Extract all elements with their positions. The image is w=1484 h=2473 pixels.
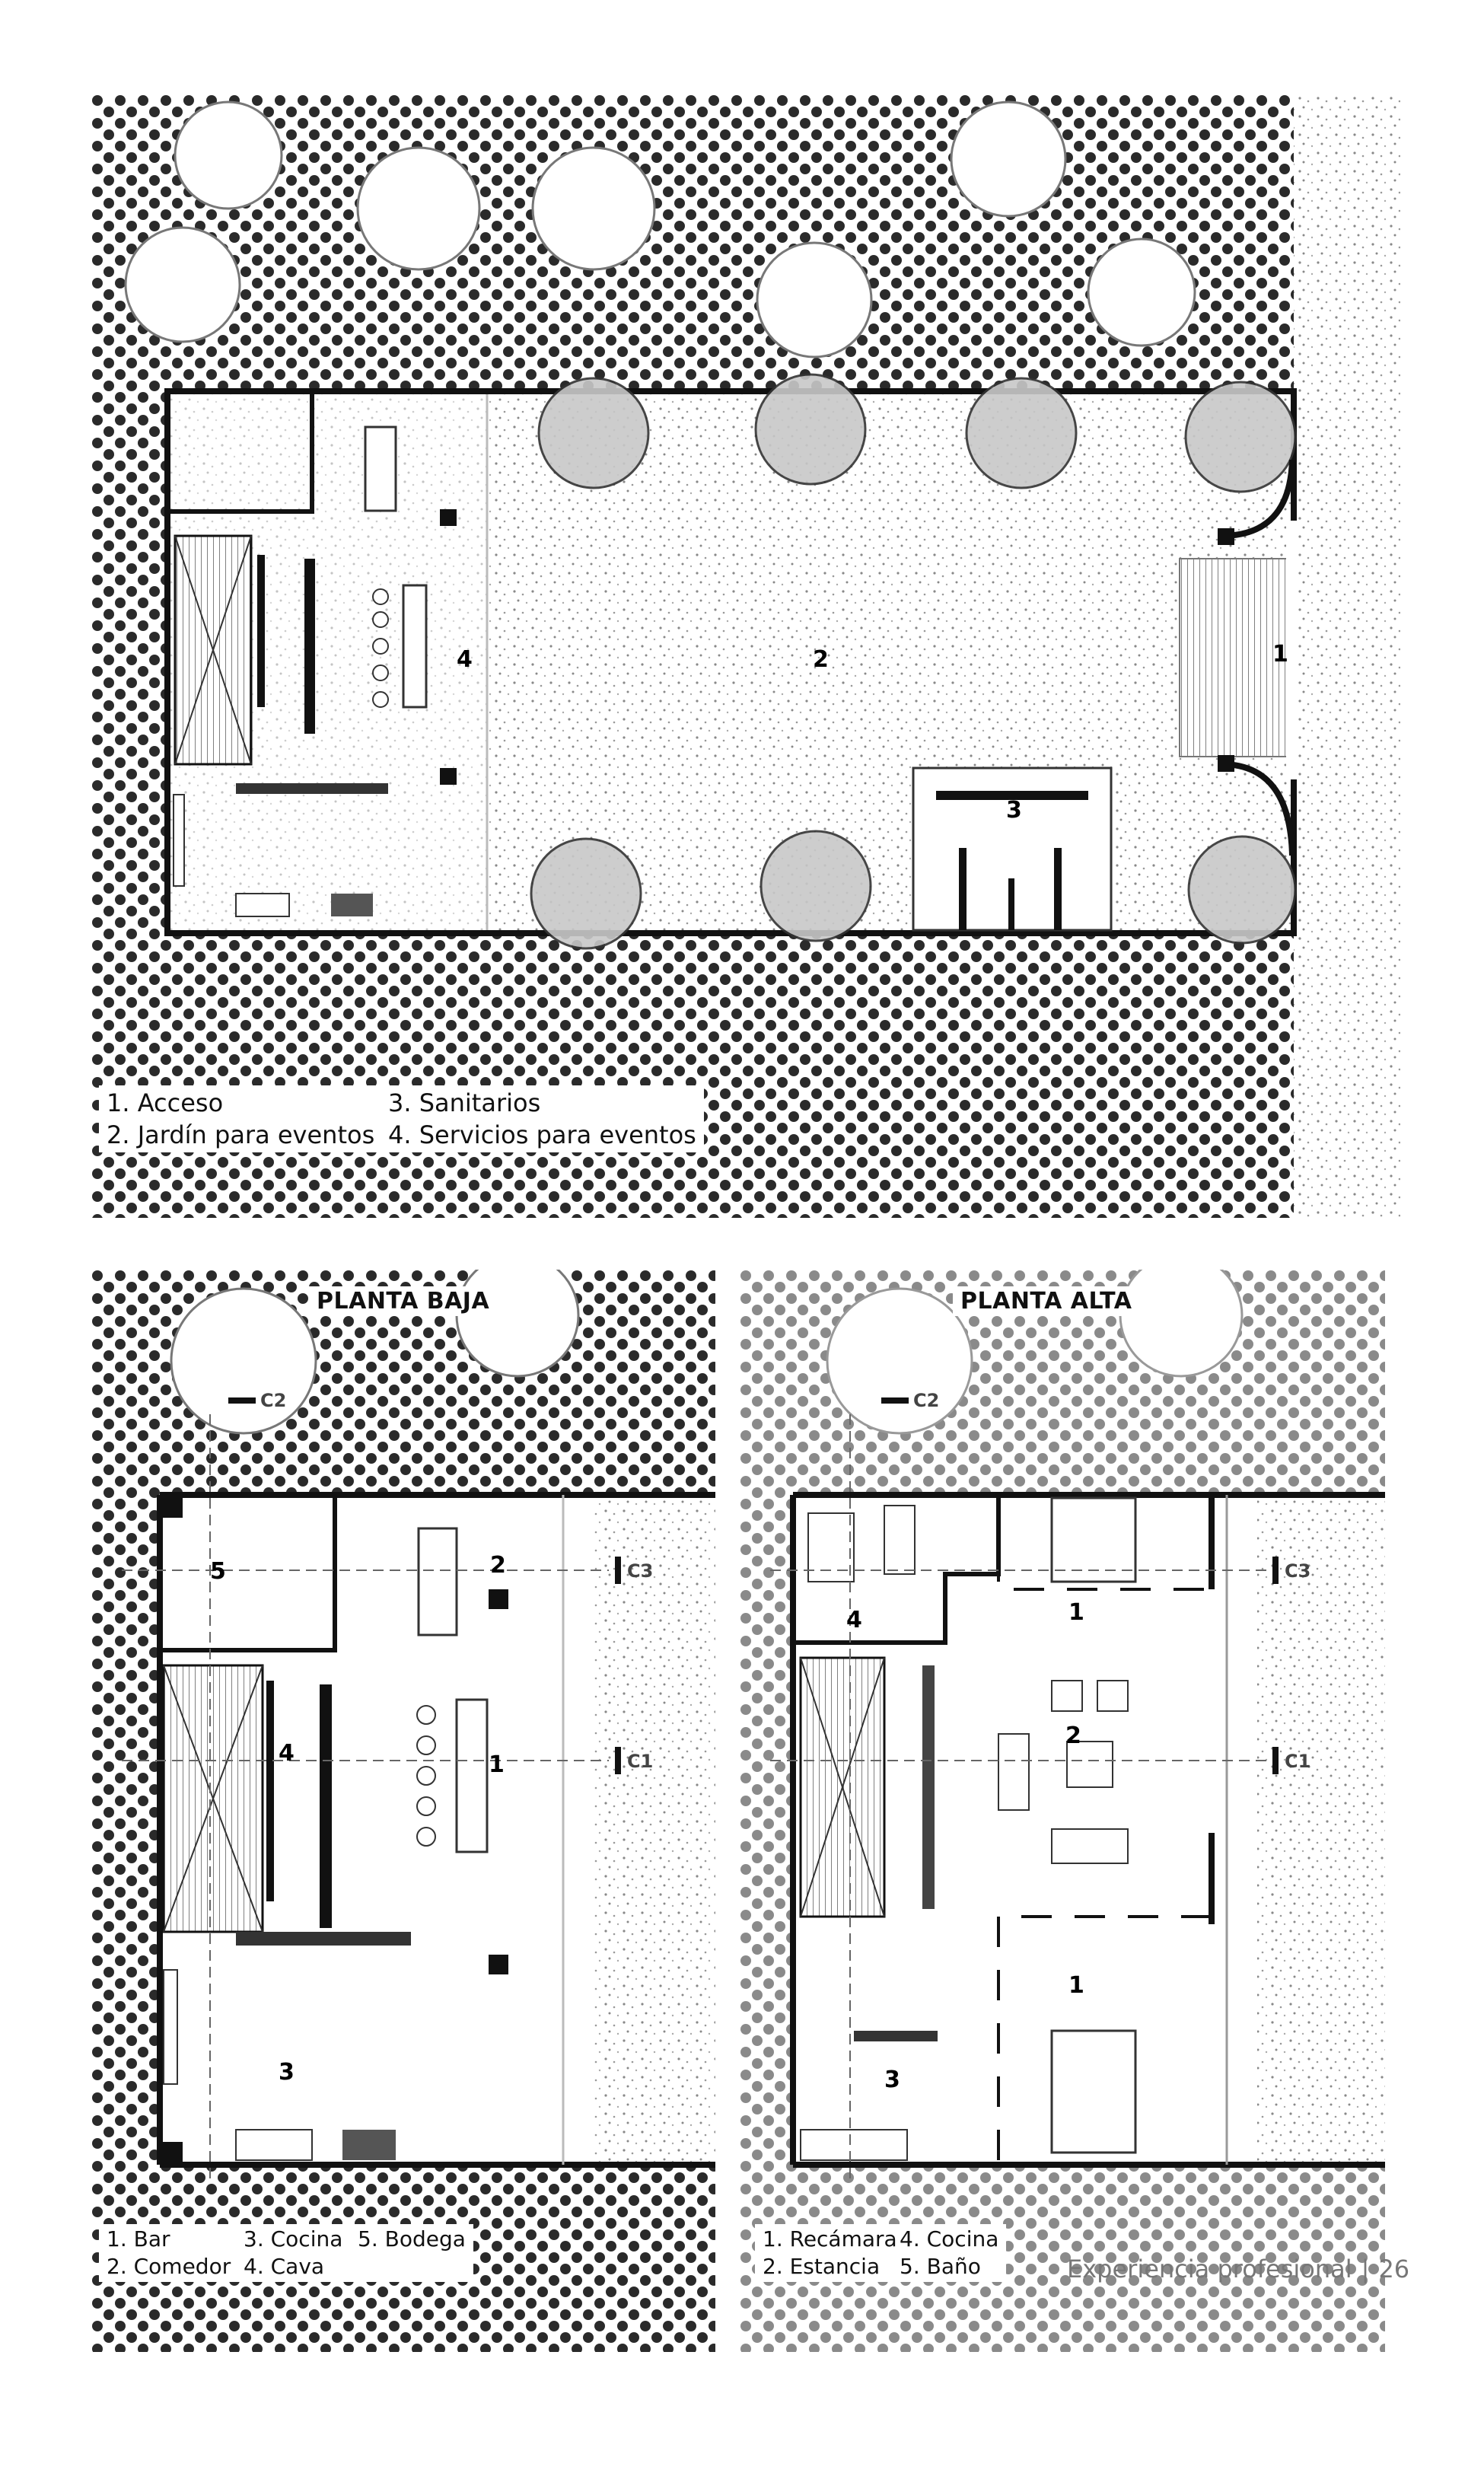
room-label-bano: 4 xyxy=(846,1607,862,1633)
legend-item: 5. Bodega xyxy=(358,2226,466,2252)
legend-item: 3. Cocina xyxy=(244,2226,343,2252)
legend-item: 1. Acceso xyxy=(107,1088,224,1117)
legend-item: 1. Recámara xyxy=(763,2226,897,2252)
room-label-bodega: 5 xyxy=(210,1558,226,1585)
legend-item: 4. Cava xyxy=(244,2254,325,2279)
planta-baja-drawing xyxy=(91,1270,715,2352)
street-strip xyxy=(1294,94,1400,1218)
legend-item: 5. Baño xyxy=(900,2254,981,2279)
room-label-cocina: 3 xyxy=(884,2067,900,2093)
site-label-2: 2 xyxy=(813,646,829,673)
section-label-c1: C1 xyxy=(627,1751,654,1772)
section-label-c1: C1 xyxy=(1285,1751,1311,1772)
legend-item: 2. Jardín para eventos xyxy=(107,1120,375,1149)
site-plan-drawing xyxy=(91,94,1400,1218)
site-plan-legend xyxy=(99,1085,704,1152)
section-label-c2: C2 xyxy=(913,1390,940,1411)
footer-section: Experiencia profesional xyxy=(1067,2255,1352,2283)
room-label-recamara: 1 xyxy=(1068,1599,1084,1626)
site-label-3: 3 xyxy=(1006,797,1022,824)
planta-alta-panel xyxy=(740,1270,1385,2352)
site-label-1: 1 xyxy=(1272,641,1288,668)
legend-item: 4. Cocina xyxy=(900,2226,999,2252)
page-number: 26 xyxy=(1378,2255,1410,2283)
plan-title: PLANTA ALTA xyxy=(953,1286,1139,1316)
site-label-4: 4 xyxy=(457,646,473,673)
room-label-bar: 1 xyxy=(489,1751,505,1778)
room-label-cava: 4 xyxy=(279,1740,295,1767)
legend-item: 1. Bar xyxy=(107,2226,170,2252)
section-label-c3: C3 xyxy=(627,1560,654,1582)
site-plan xyxy=(91,94,1400,1218)
planta-baja-legend xyxy=(99,2224,473,2282)
footer-separator: | xyxy=(1361,2255,1370,2283)
section-label-c3: C3 xyxy=(1285,1560,1311,1582)
room-label-estancia: 2 xyxy=(1065,1722,1081,1749)
planta-alta-drawing xyxy=(740,1270,1385,2352)
page-footer xyxy=(1067,2255,1409,2283)
legend-item: 2. Comedor xyxy=(107,2254,231,2279)
room-label-cocina: 3 xyxy=(279,2059,295,2086)
room-label-comedor: 2 xyxy=(490,1552,506,1579)
dining-table xyxy=(365,427,396,511)
legend-item: 3. Sanitarios xyxy=(388,1088,541,1117)
legend-item: 4. Servicios para eventos xyxy=(388,1120,696,1149)
plan-title: PLANTA BAJA xyxy=(309,1286,497,1316)
room-label-recamara: 1 xyxy=(1068,1972,1084,1999)
legend-item: 2. Estancia xyxy=(763,2254,881,2279)
section-label-c2: C2 xyxy=(260,1390,287,1411)
planta-alta-legend xyxy=(755,2224,1006,2282)
bar-counter xyxy=(236,783,388,794)
planta-baja-panel xyxy=(91,1270,715,2352)
